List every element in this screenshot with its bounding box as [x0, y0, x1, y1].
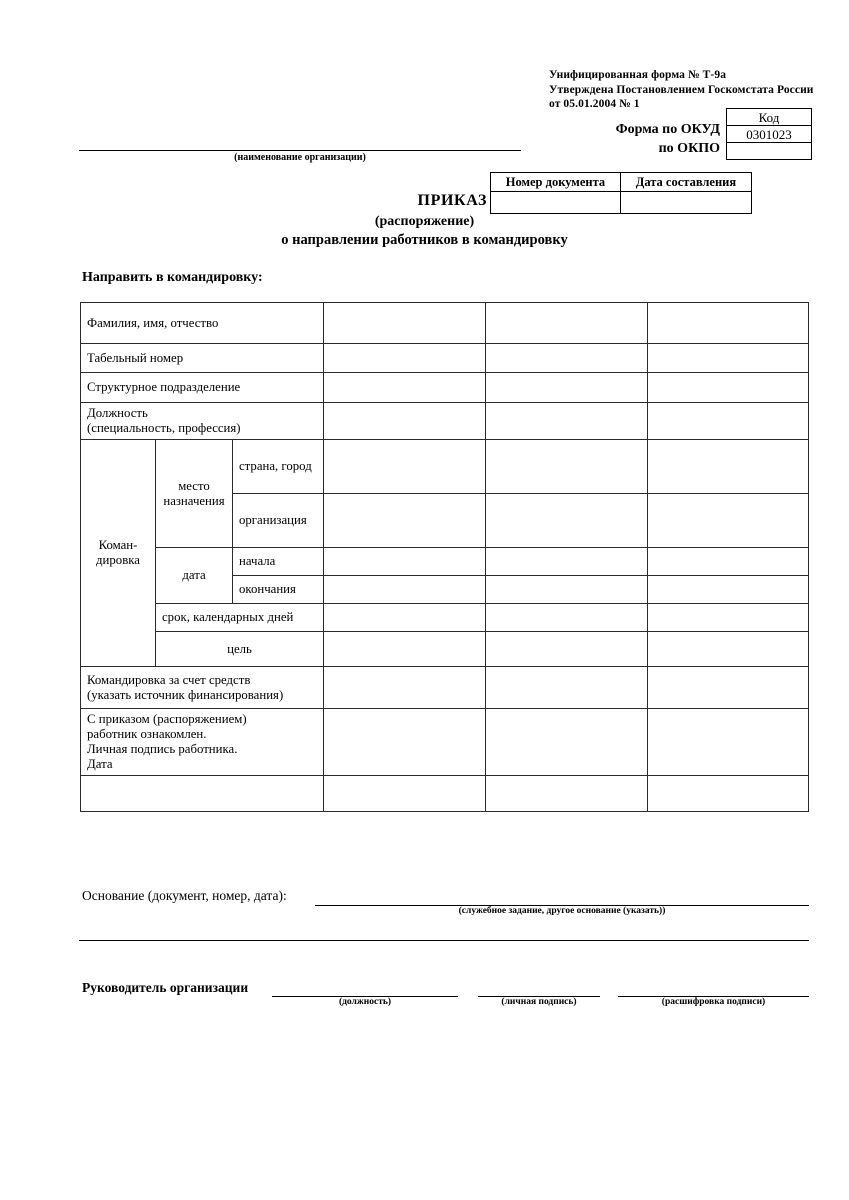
value-organization-1[interactable]	[324, 494, 486, 548]
document-number-value[interactable]	[491, 192, 621, 214]
organization-name-caption: (наименование организации)	[234, 152, 366, 163]
label-position	[81, 403, 324, 440]
value-purpose-3[interactable]	[648, 632, 809, 667]
table-row-funding	[81, 667, 809, 709]
label-date-end: окончания	[233, 576, 324, 604]
table-row-duration	[81, 604, 809, 632]
value-signature-label[interactable]	[81, 776, 324, 812]
value-signature-2[interactable]	[486, 776, 648, 812]
value-position-3[interactable]	[648, 403, 809, 440]
value-ack-3[interactable]	[648, 709, 809, 776]
label-destination-line-2: назначения	[163, 493, 225, 508]
value-funding-1[interactable]	[324, 667, 486, 709]
value-date-start-1[interactable]	[324, 548, 486, 576]
label-ack-line-3: Личная подпись работника.	[87, 742, 238, 756]
page-title: ПРИКАЗ	[417, 192, 487, 209]
table-row	[491, 173, 752, 192]
send-to-trip-heading: Направить в командировку:	[82, 270, 263, 285]
label-date-group: дата	[156, 548, 233, 604]
table-row-tabnum	[81, 344, 809, 373]
label-fio: Фамилия, имя, отчество	[81, 303, 324, 344]
label-duration: срок, календарных дней	[156, 604, 324, 632]
manager-label: Руководитель организации	[82, 980, 249, 995]
value-duration-2[interactable]	[486, 604, 648, 632]
table-row-date-start	[81, 548, 809, 576]
value-fio-3[interactable]	[648, 303, 809, 344]
value-funding-2[interactable]	[486, 667, 648, 709]
value-organization-2[interactable]	[486, 494, 648, 548]
document-number-header: Номер документа	[491, 173, 621, 192]
okpo-label: по ОКПО	[658, 141, 720, 156]
label-purpose: цель	[156, 632, 324, 667]
value-country-city-2[interactable]	[486, 440, 648, 494]
okud-okpo-labels	[560, 120, 720, 158]
value-subdivision-3[interactable]	[648, 373, 809, 403]
table-row	[491, 192, 752, 214]
label-acknowledgement	[81, 709, 324, 776]
manager-signature-caption: (личная подпись)	[501, 997, 577, 1007]
label-position-line-2: (специальность, профессия)	[87, 421, 241, 435]
manager-position-caption: (должность)	[338, 997, 392, 1007]
kod-header: Код	[727, 109, 811, 126]
form-identity-line-3: от 05.01.2004 № 1	[549, 98, 640, 110]
value-fio-1[interactable]	[324, 303, 486, 344]
form-identity-line-2: Утверждена Постановлением Госкомстата России	[549, 83, 814, 96]
label-organization: организация	[233, 494, 324, 548]
value-country-city-1[interactable]	[324, 440, 486, 494]
value-fio-2[interactable]	[486, 303, 648, 344]
table-row-purpose	[81, 632, 809, 667]
label-trip-line-2: дировка	[96, 553, 140, 567]
value-duration-3[interactable]	[648, 604, 809, 632]
value-position-2[interactable]	[486, 403, 648, 440]
manager-name-caption: (расшифровка подписи)	[661, 997, 766, 1007]
value-position-1[interactable]	[324, 403, 486, 440]
value-purpose-1[interactable]	[324, 632, 486, 667]
value-date-end-1[interactable]	[324, 576, 486, 604]
table-row-country-city	[81, 440, 809, 494]
label-date-start: начала	[233, 548, 324, 576]
document-date-header: Дата составления	[620, 173, 751, 192]
label-trip-line-1: Коман-	[98, 538, 138, 552]
value-date-end-2[interactable]	[486, 576, 648, 604]
document-meta-table	[490, 172, 752, 214]
value-tabnum-1[interactable]	[324, 344, 486, 373]
document-date-value[interactable]	[620, 192, 751, 214]
table-row-subdivision	[81, 373, 809, 403]
form-identity-line-1: Унифицированная форма № Т-9а	[549, 69, 727, 81]
label-tabnum: Табельный номер	[81, 344, 324, 373]
value-funding-3[interactable]	[648, 667, 809, 709]
value-tabnum-3[interactable]	[648, 344, 809, 373]
table-row-acknowledgement	[81, 709, 809, 776]
label-ack-line-1: С приказом (распоряжением)	[87, 712, 247, 726]
table-row-signature	[81, 776, 809, 812]
form-identity-block	[549, 68, 839, 112]
value-purpose-2[interactable]	[486, 632, 648, 667]
value-date-end-3[interactable]	[648, 576, 809, 604]
value-subdivision-1[interactable]	[324, 373, 486, 403]
value-signature-1[interactable]	[324, 776, 486, 812]
label-destination-group	[156, 440, 233, 548]
basis-extra-rule[interactable]	[79, 940, 809, 941]
value-organization-3[interactable]	[648, 494, 809, 548]
value-ack-2[interactable]	[486, 709, 648, 776]
okpo-value[interactable]	[727, 143, 811, 160]
basis-label: Основание (документ, номер, дата):	[82, 888, 287, 903]
basis-caption: (служебное задание, другое основание (указать))	[458, 906, 666, 916]
okud-value[interactable]: 0301023	[727, 126, 811, 143]
page-subtitle: (распоряжение)	[374, 214, 475, 229]
main-form-table	[80, 302, 809, 812]
value-date-start-2[interactable]	[486, 548, 648, 576]
label-subdivision: Структурное подразделение	[81, 373, 324, 403]
okud-label: Форма по ОКУД	[615, 122, 720, 137]
label-ack-line-4: Дата	[87, 757, 113, 771]
label-funding-line-1: Командировка за счет средств	[87, 672, 251, 687]
table-row-fio	[81, 303, 809, 344]
value-tabnum-2[interactable]	[486, 344, 648, 373]
table-row-position	[81, 403, 809, 440]
label-ack-line-2: работник ознакомлен.	[87, 727, 207, 741]
label-destination-line-1: место	[178, 478, 210, 493]
value-subdivision-2[interactable]	[486, 373, 648, 403]
kod-box	[726, 108, 812, 160]
label-country-city: страна, город	[233, 440, 324, 494]
value-date-start-3[interactable]	[648, 548, 809, 576]
label-funding-line-2: (указать источник финансирования)	[87, 687, 284, 702]
label-trip-group	[81, 440, 156, 667]
value-ack-1[interactable]	[324, 709, 486, 776]
organization-name-rule[interactable]	[79, 150, 521, 151]
value-country-city-3[interactable]	[648, 440, 809, 494]
page-subtitle-detail: о направлении работников в командировку	[281, 232, 568, 248]
label-funding	[81, 667, 324, 709]
value-signature-3[interactable]	[648, 776, 809, 812]
value-duration-1[interactable]	[324, 604, 486, 632]
label-position-line-1: Должность	[87, 406, 148, 420]
